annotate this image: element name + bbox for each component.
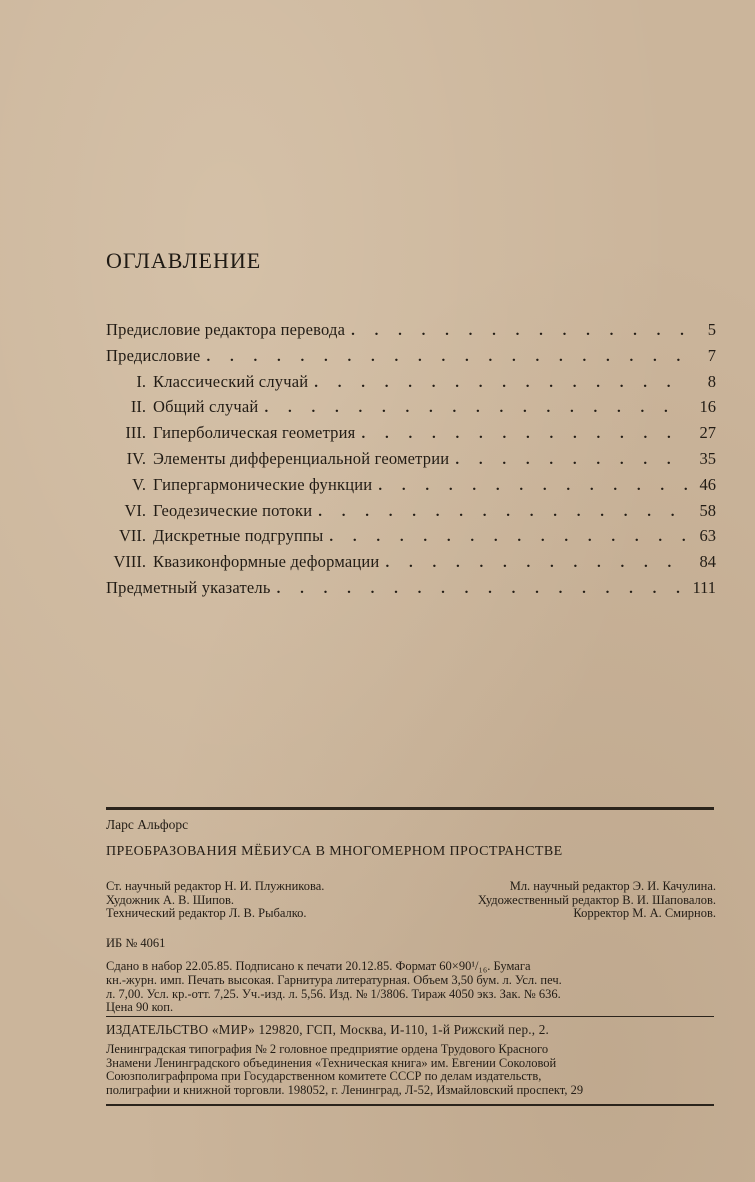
toc-entry-title: Предисловие <box>106 345 201 365</box>
printing-line: кн.-журн. имп. Печать высокая. Гарнитура литературная. Объем 3,50 бум. л. Усл. печ. <box>106 972 562 987</box>
toc-entry-title: Классический случай <box>153 371 309 391</box>
imprint-ib-number: ИБ № 4061 <box>106 936 166 950</box>
printing-line: Сдано в набор 22.05.85. Подписано к печати 20.12.85. Формат 60×90¹/₁₆. Бумага <box>106 959 531 973</box>
toc-leader-dots <box>378 478 688 495</box>
printing-line: Цена 90 коп. <box>106 1000 174 1015</box>
printing-line: л. 7,00. Усл. кр.-отт. 7,25. Уч.-изд. л. 5,56. Изд. № 1/3806. Тираж 4050 экз. Зак. № 636. <box>106 986 561 1001</box>
toc-entry-title: Общий случай <box>153 397 259 417</box>
credit-row <box>106 880 716 894</box>
toc-chapter-number: VI. <box>124 500 146 520</box>
credit-left: Художник А. В. Шипов. <box>106 892 235 907</box>
toc-entry-page: 7 <box>707 345 716 365</box>
toc-leader-dots <box>206 349 688 366</box>
toc-leader-dots <box>455 452 688 469</box>
toc-leader-dots <box>351 323 688 340</box>
toc-entry-page: 63 <box>699 526 716 546</box>
imprint-divider <box>106 1016 714 1017</box>
toc-entry <box>106 372 716 398</box>
credit-right: Корректор М. А. Смирнов. <box>573 906 716 920</box>
toc-entry-title: Предисловие редактора перевода <box>106 320 346 339</box>
toc-entry <box>106 423 716 449</box>
imprint-printing-details <box>106 960 716 1015</box>
credit-row <box>106 894 716 908</box>
toc-leader-dots <box>385 555 688 572</box>
credit-right: Мл. научный редактор Э. И. Качулина. <box>509 879 716 893</box>
credit-left: Технический редактор Л. В. Рыбалко. <box>106 906 307 920</box>
toc-leader-dots <box>361 426 688 443</box>
imprint-top-rule <box>106 807 714 810</box>
printer-line: Ленинградская типография № 2 головное предприятие ордена Трудового Красного <box>106 1042 549 1056</box>
toc-entry-title: Квазиконформные деформации <box>153 552 380 572</box>
toc-entry-page: 27 <box>699 423 716 443</box>
toc-entry-page: 84 <box>699 552 716 572</box>
toc-entry <box>106 578 716 604</box>
toc-entry <box>106 475 716 501</box>
toc-heading: ОГЛАВЛЕНИЕ <box>106 248 262 273</box>
toc-leader-dots <box>329 529 688 546</box>
imprint-author: Ларс Альфорс <box>106 817 189 832</box>
toc-entry-title: Геодезические потоки <box>153 500 313 520</box>
toc-chapter-number: III. <box>125 423 146 443</box>
toc-chapter-number: I. <box>136 371 146 391</box>
imprint-credits <box>106 880 716 921</box>
toc-chapter-number: VII. <box>118 526 146 546</box>
toc-entry <box>106 552 716 578</box>
credit-row <box>106 907 716 921</box>
toc-entry <box>106 526 716 552</box>
toc-entry-page: 111 <box>692 577 716 597</box>
imprint-printer-details <box>106 1043 716 1097</box>
toc-entry-page: 46 <box>699 474 716 494</box>
toc-entry <box>106 397 716 423</box>
toc-leader-dots <box>264 400 688 417</box>
credit-left: Ст. научный редактор Н. И. Плужникова. <box>106 879 325 893</box>
toc-entry-page: 58 <box>699 500 716 520</box>
toc-chapter-number: V. <box>132 474 146 494</box>
imprint-book-title: ПРЕОБРАЗОВАНИЯ МЁБИУСА В МНОГОМЕРНОМ ПРОСТРАНСТВЕ <box>106 844 563 859</box>
toc-entry-page: 35 <box>699 448 716 468</box>
toc-entry <box>106 346 716 372</box>
toc-entry-title: Гипергармонические функции <box>153 474 373 494</box>
toc-entry-page: 16 <box>699 397 716 417</box>
toc-entry-title: Предметный указатель <box>106 577 271 597</box>
toc-entry-title: Элементы дифференциальной геометрии <box>153 448 450 468</box>
toc-entry-page: 8 <box>707 371 716 391</box>
credit-right: Художественный редактор В. И. Шаповалов. <box>477 892 716 907</box>
toc-entry <box>106 501 716 527</box>
imprint-publisher: ИЗДАТЕЛЬСТВО «МИР» 129820, ГСП, Москва, И-110, 1-й Рижский пер., 2. <box>106 1022 550 1037</box>
toc-entry-title: Дискретные подгруппы <box>153 526 324 546</box>
toc-entry-title: Гиперболическая геометрия <box>153 423 356 443</box>
printer-line: полиграфии и книжной торговли. 198052, г. Ленинград, Л-52, Измайловский проспект, 29 <box>106 1082 584 1097</box>
toc-chapter-number: VIII. <box>113 552 146 572</box>
toc-leader-dots <box>318 504 688 521</box>
toc-entry <box>106 449 716 475</box>
printer-line: Союзполиграфпрома при Государственном комитете СССР по делам издательств, <box>106 1069 542 1083</box>
toc-entry-page: 5 <box>707 320 716 339</box>
toc-leader-dots <box>277 581 687 598</box>
toc-chapter-number: II. <box>130 397 146 417</box>
table-of-contents <box>106 320 716 604</box>
imprint-bottom-rule <box>106 1104 714 1106</box>
printer-line: Знамени Ленинградского объединения «Техническая книга» им. Евгении Соколовой <box>106 1055 557 1070</box>
toc-leader-dots <box>314 375 688 392</box>
toc-entry <box>106 320 716 346</box>
toc-chapter-number: IV. <box>126 448 146 468</box>
